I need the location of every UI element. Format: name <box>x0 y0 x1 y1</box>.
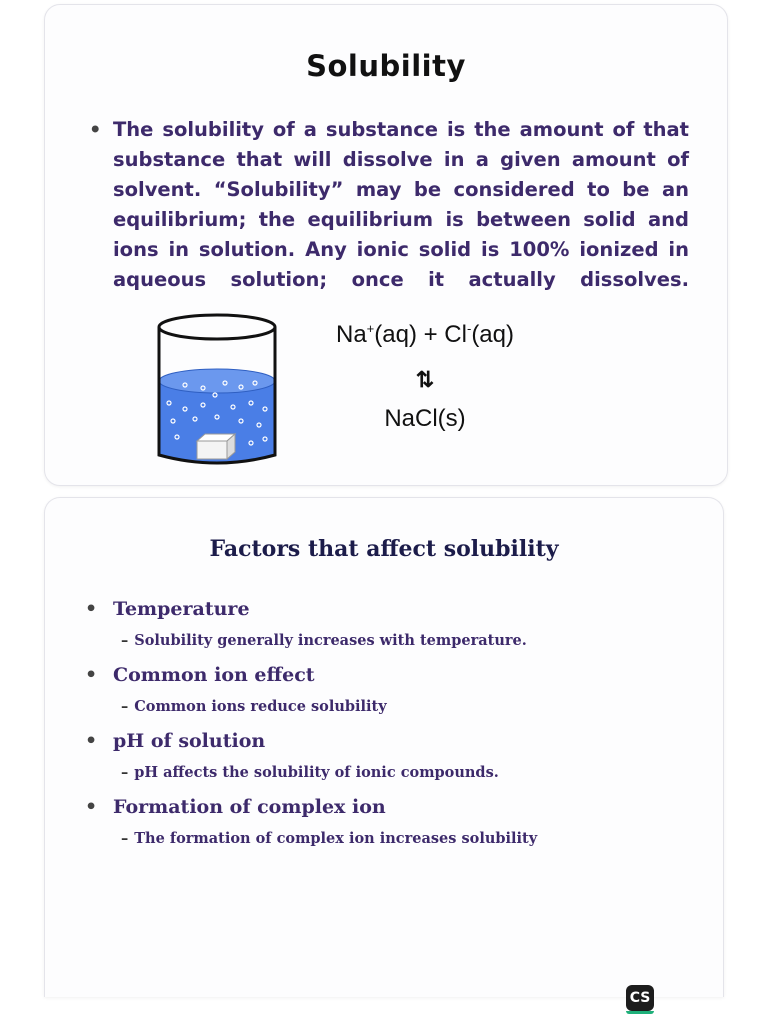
equilibrium-arrows-icon: ⇅ <box>415 367 435 392</box>
bullet-dot: • <box>85 664 98 686</box>
bullet-dot: • <box>85 730 98 752</box>
factor-detail-text: pH affects the solubility of ionic compounds. <box>134 764 499 781</box>
factor-label: Formation of complex ion <box>113 796 386 818</box>
factor-item <box>85 730 265 752</box>
salt-crystal <box>197 434 235 459</box>
solid-salt-formula: NaCl(s) <box>384 405 466 432</box>
chloride-symbol: (aq) + Cl <box>374 321 467 348</box>
factor-item <box>85 598 250 620</box>
factor-detail: – The formation of complex ion increases solubility <box>121 830 538 847</box>
bullet-dot: • <box>89 118 102 141</box>
slide-title: Factors that affect solubility <box>209 536 559 562</box>
factor-detail: – Common ions reduce solubility <box>121 698 387 715</box>
chloride-state: (aq) <box>471 321 514 348</box>
factor-label: Common ion effect <box>113 664 315 686</box>
factor-item <box>85 796 386 818</box>
factor-detail: – Solubility generally increases with temperature. <box>121 632 527 649</box>
factor-detail-text: The formation of complex ion increases solubility <box>134 830 538 847</box>
sodium-charge: + <box>366 321 375 336</box>
sodium-symbol: Na <box>335 321 367 348</box>
bullet-dot: • <box>85 796 98 818</box>
solubility-slide <box>44 4 728 486</box>
ions-equation <box>305 321 545 349</box>
slide-title: Solubility <box>306 49 466 83</box>
factor-detail-text: Common ions reduce solubility <box>134 698 387 715</box>
factor-detail: – pH affects the solubility of ionic compounds. <box>121 764 499 781</box>
factor-label: pH of solution <box>113 730 266 752</box>
definition-bullet <box>89 115 689 295</box>
factor-detail-text: Solubility generally increases with temperature. <box>134 632 527 649</box>
bullet-dot: • <box>85 598 98 620</box>
chloride-charge: - <box>466 321 472 336</box>
factors-slide <box>44 497 724 997</box>
beaker-with-salt-illustration <box>155 313 279 467</box>
camscanner-logo-icon: CS <box>626 985 654 1011</box>
factor-label: Temperature <box>113 598 250 620</box>
definition-text: The solubility of a substance is the amount of that substance that will dissolve in a given amount of solvent. “Solubility” may be considered to be an equilibrium; the equilibrium is between solid and ions in solution. Any ionic solid is 100% ionized in aqueous solution; once it actually dissolves. <box>113 118 689 291</box>
factor-item <box>85 664 315 686</box>
